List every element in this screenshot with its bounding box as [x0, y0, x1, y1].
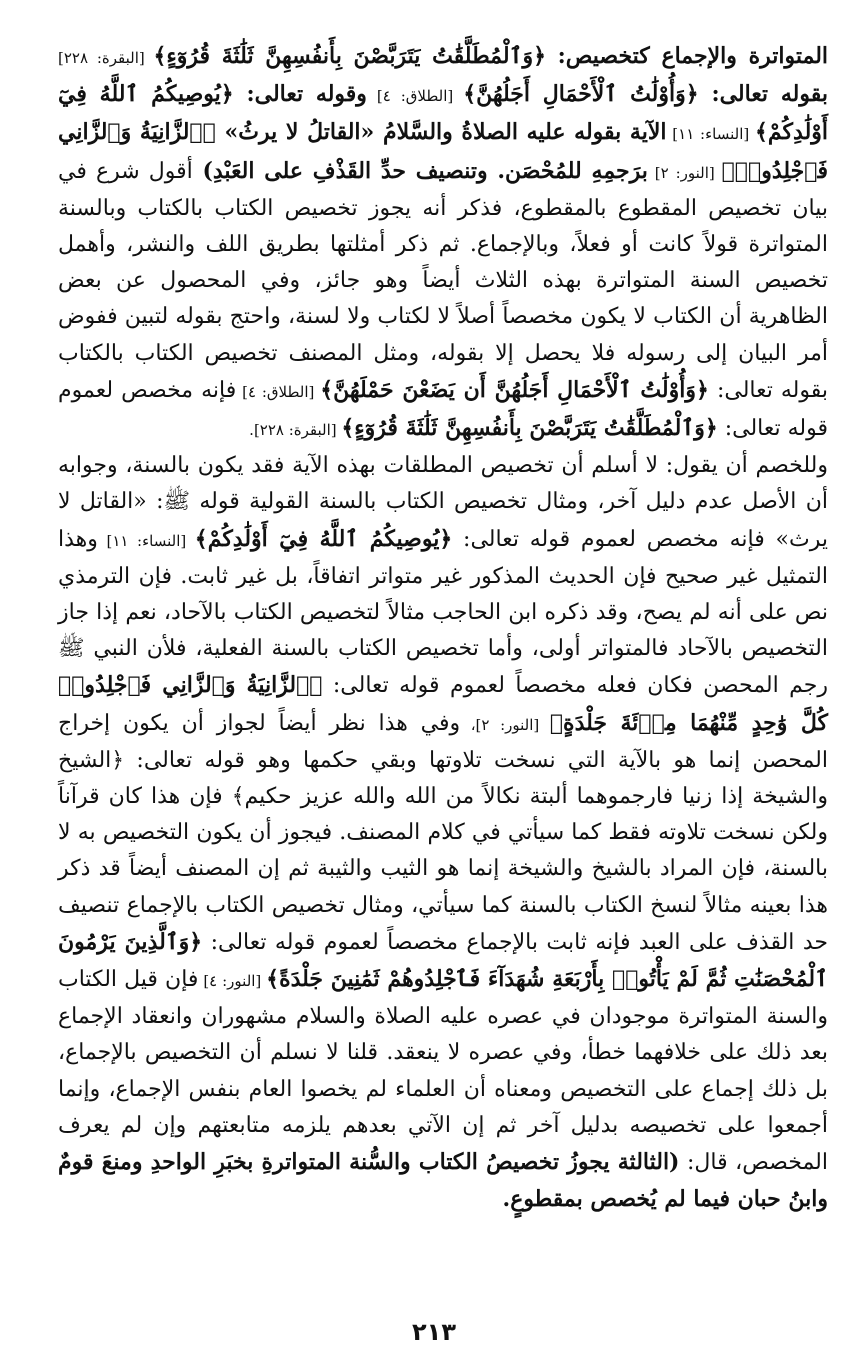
matn-text: الآية بقوله عليه الصلاةُ والسَّلامُ «القاتلُ لا يرثُ»: [215, 119, 667, 146]
page-number: ٢١٣: [412, 1318, 456, 1346]
quran-verse: ﴿وَأُوْلَٰتُ ٱلْأَحْمَالِ أَجَلُهُنَّ﴾: [463, 81, 699, 108]
quran-verse: ﴿وَٱلْمُطَلَّقَٰتُ يَتَرَبَّصْنَ بِأَنفُسِهِنَّ ثَلَٰثَةَ قُرُوٓءٍ﴾: [341, 415, 718, 442]
quran-verse: ﴿ٱلزَّانِيَةُ وَٱلزَّانِي فَٱجْلِدُوا۟ كُلَّ وَٰحِدٍ مِّنْهُمَا مِا۟ئَةَ جَلْدَةٍ﴾: [58, 672, 829, 736]
verse-reference: [النساء: ١١]: [97, 531, 195, 550]
document-body: [58, 38, 828, 1219]
quran-verse: ﴿وَأُوْلَٰتُ ٱلْأَحْمَالِ أَجَلُهُنَّ أَن يَضَعْنَ حَمْلَهُنَّ﴾: [320, 376, 709, 403]
quran-verse: ﴿وَٱلَّذِينَ يَرْمُونَ ٱلْمُحْصَنَٰتِ ثُمَّ لَمْ يَأْتُوا۟ بِأَرْبَعَةِ شُهَدَآءَ فَٱجْلِدُوهُمْ ثَمَٰنِينَ جَلْدَةً﴾: [58, 928, 828, 993]
verse-reference: [البقرة: ٢٢٨].: [249, 421, 342, 440]
commentary-text: فإن قيل الكتاب والسنة المتواترة موجودان في عصره عليه الصلاة والسلام مشهوران وانعقاد الإجماع بعد ذلك على خلافهما خطأ، وفي عصره لا ينعقد. قلنا لا نسلم أن التخصيص بالإجماع، بل ذلك إجماع على التخصيص ومعناه أن العلماء لم يخصوا العام بنفس الإجماع، وإنما أجمعوا على تخصيصه بدليل آخر ثم إن الآتي بعدهم يلزمه متابعتهم وإن لم يعرف المخصص، قال:: [58, 967, 828, 1176]
matn-text: المتواترة والإجماع كتخصيص:: [545, 43, 829, 69]
verse-reference: [البقرة: ٢٢٨]: [58, 49, 154, 67]
verse-reference: [النور: ٢]،: [460, 715, 550, 734]
commentary-text: وهذا التمثيل غير صحيح فإن الحديث المذكور غير متواتر اتفاقاً، بل غير ثابت. فإن الترمذي نص على أنه لم يصح، وقد ذكره ابن الحاجب مثالاً لتخصيص الكتاب بالآحاد، نعم إذا جاز التخصيص بالآحاد فالمتواتر أولى، وأما تخصيص الكتاب بالسنة الفعلية، فلأن النبي ﷺ رجم المحصن فكان فعله مخصصاً لعموم قوله تعالى:: [58, 526, 829, 699]
quran-verse: ﴿وَٱلْمُطَلَّقَٰتُ يَتَرَبَّصْنَ بِأَنفُسِهِنَّ ثَلَٰثَةَ قُرُوٓءٍ﴾: [153, 43, 546, 69]
quran-verse: ﴿يُوصِيكُمُ ٱللَّهُ فِيٓ أَوْلَٰدِكُمْ﴾: [194, 525, 453, 552]
commentary-text: وللخصم أن يقول: لا أسلم أن تخصيص المطلقات بهذه الآية فقد يكون بالسنة، وجوابه أن الأصل عدم دليل آخر، ومثال تخصيص الكتاب بالسنة القولية قوله ﷺ: «القاتل لا يرث» فإنه مخصص لعموم قوله تعالى:: [58, 453, 828, 552]
commentary-text: أقول شرع في بيان تخصيص المقطوع بالمقطوع، فذكر أنه يجوز تخصيص الكتاب بالكتاب وبالسنة المتواترة قولاً كانت أو فعلاً، وبالإجماع. ثم ذكر أمثلتها بطريق اللف والنشر، وأهمل تخصيص السنة المتواترة بهذه الثلاث أيضاً وهو جائز، وفي المحصول عن بعض الظاهرية أن الكتاب لا يكون مخصصاً أصلاً لا لكتاب ولا لسنة، واحتج بقوله لتبين ففوض أمر البيان إلى رسوله فلا يحصل إلا بقوله، ومثل المصنف تخصيص الكتاب بالكتاب بقوله تعالى:: [58, 158, 828, 403]
paragraph: [58, 448, 828, 1218]
verse-reference: [الطلاق: ٤]: [236, 382, 321, 401]
verse-reference: [الطلاق: ٤]: [366, 87, 464, 106]
verse-reference: [النور: ٢]: [647, 163, 722, 182]
matn-text: برَجمِهِ للمُحْصَن. وتنصيف حدِّ القَذْفِ على العَبْدِ): [192, 157, 648, 184]
matn-text: (الثالثة يجوزُ تخصيصُ الكتاب والسُّنة المتواترةِ بخبَرِ الواحدِ ومنعَ قومٌ وابنُ حبان فيما لم يُخصص بمقطوعٍ.: [58, 1149, 828, 1213]
matn-text: وقوله تعالى:: [233, 81, 367, 108]
verse-reference: [النساء: ١١]: [666, 125, 756, 144]
paragraph: [58, 38, 828, 448]
verse-reference: [النور: ٤]: [198, 972, 267, 991]
matn-text: بقوله تعالى:: [698, 81, 828, 108]
commentary-text: وفي هذا نظر أيضاً لجواز أن يكون إخراج المحصن إنما هو بالآية التي نسخت تلاوتها وبقي حكمها وهو قوله تعالى: ﴿الشيخ والشيخة إذا زنيا فارجموهما ألبتة نكالاً من الله والله عزيز حكيم﴾ فإن هذا كان قرآناً ولكن نسخت تلاوته فقط كما سيأتي في كلام المصنف. فيجوز أن يكون التخصيص به لا بالسنة، فإن المراد بالشيخ والشيخة إنما هو الثيب والثيبة ثم إن المصنف أيضاً قد ذكر هذا بعينه مثالاً لنسخ الكتاب بالسنة كما سيأتي، ومثال تخصيص الكتاب بالإجماع تنصيف حد القذف على العبد فإنه ثابت بالإجماع مخصصاً لعموم قوله تعالى:: [58, 710, 828, 955]
quran-verse: ﴿ٱلزَّانِيَةُ وَٱلزَّانِي فَٱجْلِدُوا۟﴾: [58, 119, 828, 184]
quran-verse: ﴿يُوصِيكُمُ ٱللَّهُ فِيٓ أَوْلَٰدِكُمْ﴾: [58, 81, 829, 146]
commentary-text: فإنه مخصص لعموم قوله تعالى:: [58, 377, 828, 442]
